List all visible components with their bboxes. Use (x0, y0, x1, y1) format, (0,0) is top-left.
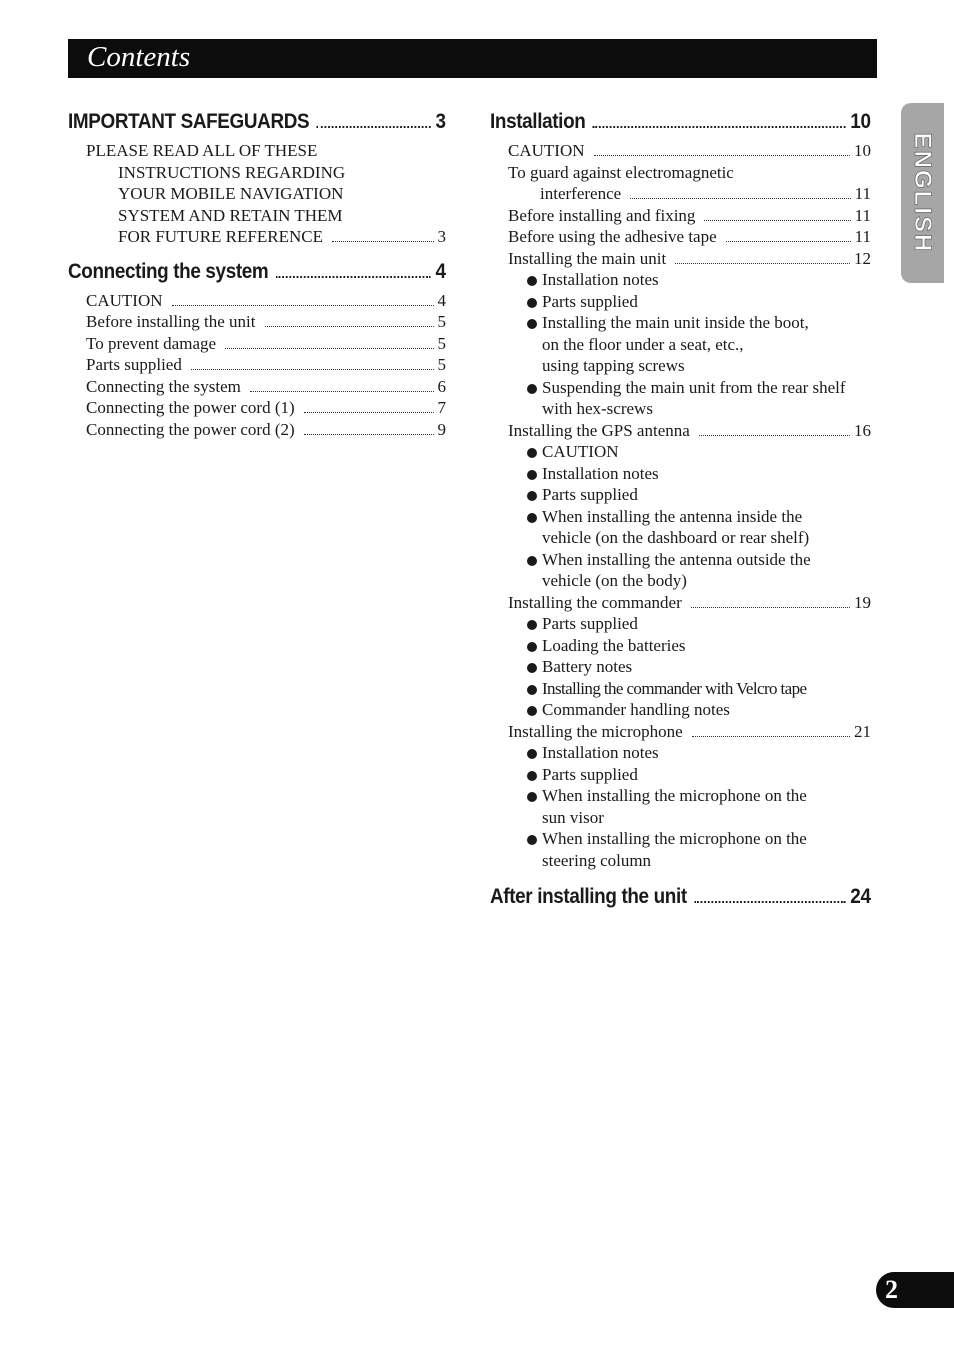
entry-label: Installing the main unit (508, 248, 667, 268)
bullet-text: CAUTION (542, 442, 619, 461)
toc-line: YOUR MOBILE NAVIGATION (118, 184, 344, 203)
dot-leader (304, 434, 434, 435)
entry-page: 9 (437, 419, 446, 439)
page-number: 2 (885, 1275, 898, 1304)
bullet-text: Commander handling notes (542, 700, 730, 719)
section-title: After installing the unit (490, 885, 687, 908)
toc-entry[interactable] (68, 333, 446, 355)
toc-bullet-item[interactable] (490, 549, 871, 592)
dot-leader (675, 263, 850, 264)
bullet-icon (527, 298, 537, 308)
toc-bullet-item[interactable] (490, 699, 871, 721)
entry-label: Connecting the power cord (2) (86, 419, 295, 439)
toc-section-connecting-system[interactable] (68, 260, 446, 290)
page-number-tab (876, 1272, 954, 1308)
dot-leader (691, 607, 850, 608)
toc-line: INSTRUCTIONS REGARDING (118, 162, 346, 182)
toc-entry[interactable] (68, 290, 446, 312)
bullet-text-cont: vehicle (on the dashboard or rear shelf) (542, 528, 810, 547)
section-title: Connecting the system (68, 259, 269, 283)
toc-bullet-item[interactable] (490, 764, 871, 786)
dot-leader (250, 391, 434, 392)
toc-bullet-item[interactable] (490, 742, 871, 764)
dot-leader (191, 369, 434, 370)
section-page: 4 (435, 259, 446, 283)
entry-page: 12 (854, 248, 871, 268)
entry-label: Installing the microphone (508, 721, 683, 741)
bullet-text: Installation notes (542, 270, 659, 289)
toc-bullet-item[interactable] (490, 828, 871, 871)
toc-entry[interactable] (68, 226, 446, 248)
entry-label: interference (540, 184, 622, 203)
entry-label: FOR FUTURE REFERENCE (118, 227, 323, 246)
dot-leader (172, 305, 434, 306)
bullet-text-cont: using tapping screws (542, 356, 685, 375)
dot-leader (694, 901, 846, 903)
section-page: 10 (850, 110, 871, 133)
entry-label: Connecting the power cord (1) (86, 398, 295, 417)
bullet-text: Parts supplied (542, 485, 638, 504)
bullet-text: Battery notes (542, 657, 633, 676)
entry-label: Parts supplied (86, 355, 182, 374)
bullet-text-cont: vehicle (on the body) (542, 571, 687, 590)
bullet-icon (527, 276, 537, 286)
dot-leader (630, 198, 850, 199)
toc-bullet-item[interactable] (490, 785, 871, 828)
dot-leader (276, 276, 431, 278)
toc-bullet-item[interactable] (490, 484, 871, 506)
bullet-icon (527, 513, 537, 523)
toc-entry[interactable] (490, 226, 871, 248)
bullet-icon (527, 749, 537, 759)
dot-leader (265, 326, 434, 327)
toc-entry[interactable] (68, 376, 446, 398)
entry-page: 21 (854, 721, 871, 741)
toc-bullet-item[interactable] (490, 678, 871, 700)
entry-label: CAUTION (508, 141, 585, 160)
dot-leader (332, 241, 434, 242)
toc-bullet-item[interactable] (490, 463, 871, 485)
language-tab (901, 103, 944, 283)
bullet-icon (527, 470, 537, 480)
bullet-icon (527, 771, 537, 781)
toc-bullet-item[interactable] (490, 291, 871, 313)
toc-bullet-item[interactable] (490, 506, 871, 549)
bullet-icon (527, 642, 537, 652)
entry-label: Installing the GPS antenna (508, 420, 690, 440)
bullet-text: Installing the main unit inside the boot, (542, 313, 809, 332)
toc-left-column (68, 110, 446, 440)
toc-entry[interactable] (490, 205, 871, 227)
toc-bullet-item[interactable] (490, 269, 871, 291)
dot-leader (316, 126, 430, 128)
bullet-icon (527, 448, 537, 458)
toc-bullet-item[interactable] (490, 377, 871, 420)
entry-label: To prevent damage (86, 333, 217, 353)
bullet-icon (527, 835, 537, 845)
toc-line: PLEASE READ ALL OF THESE (86, 141, 318, 160)
bullet-text-cont: with hex-screws (542, 399, 653, 418)
toc-entry[interactable] (68, 354, 446, 376)
bullet-icon (527, 319, 537, 329)
bullet-text: Installing the commander with Velcro tape (542, 678, 807, 698)
bullet-text-cont: sun visor (542, 807, 604, 827)
dot-leader (726, 241, 851, 242)
bullet-icon (527, 384, 537, 394)
dot-leader (699, 435, 850, 436)
toc-entry[interactable] (68, 311, 446, 333)
toc-section-important-safeguards[interactable] (68, 110, 446, 140)
toc-entry[interactable] (68, 397, 446, 419)
entry-page: 10 (854, 141, 871, 160)
bullet-icon (527, 491, 537, 501)
bullet-icon (527, 685, 537, 695)
bullet-icon (527, 556, 537, 566)
dot-leader (593, 126, 846, 128)
toc-entry[interactable] (490, 140, 871, 162)
bullet-icon (527, 663, 537, 673)
bullet-icon (527, 620, 537, 630)
contents-title-bar (68, 39, 877, 78)
entry-label: Before installing the unit (86, 312, 256, 331)
section-page: 3 (435, 110, 446, 133)
toc-entry[interactable] (490, 248, 871, 270)
entry-page: 11 (854, 205, 871, 225)
bullet-text: When installing the microphone on the (542, 829, 807, 848)
section-page: 24 (850, 885, 871, 908)
toc-bullet-item[interactable] (490, 312, 871, 377)
entry-page: 5 (437, 312, 446, 331)
bullet-icon (527, 706, 537, 716)
toc-entry[interactable] (490, 183, 871, 205)
dot-leader (692, 736, 850, 737)
bullet-text-cont: on the floor under a seat, etc., (542, 334, 744, 354)
entry-page: 11 (854, 184, 871, 203)
toc-bullet-item[interactable] (490, 613, 871, 635)
bullet-text: Parts supplied (542, 764, 638, 784)
toc-entry[interactable] (490, 592, 871, 614)
bullet-text: Installation notes (542, 463, 659, 483)
entry-page: 7 (437, 398, 446, 417)
toc-line: SYSTEM AND RETAIN THEM (118, 205, 343, 225)
entry-page: 19 (854, 592, 871, 612)
dot-leader (594, 155, 851, 156)
section-title: Installation (490, 110, 586, 133)
bullet-text: When installing the antenna inside the (542, 506, 803, 526)
entry-label: CAUTION (86, 290, 163, 310)
entry-page: 5 (437, 355, 446, 374)
entry-page: 4 (437, 290, 446, 310)
bullet-text: Parts supplied (542, 291, 638, 311)
entry-label: Installing the commander (508, 592, 682, 612)
toc-line: To guard against electromagnetic (508, 162, 734, 182)
bullet-text: Parts supplied (542, 614, 638, 633)
toc-bullet-item[interactable] (490, 441, 871, 463)
dot-leader (304, 412, 434, 413)
dot-leader (225, 348, 433, 349)
page-title: Contents (87, 41, 191, 73)
bullet-text-cont: steering column (542, 850, 652, 870)
entry-page: 6 (437, 376, 446, 396)
toc-entry[interactable] (490, 721, 871, 743)
bullet-icon (527, 792, 537, 802)
bullet-text: Suspending the main unit from the rear shelf (542, 377, 846, 397)
section-title: IMPORTANT SAFEGUARDS (68, 110, 310, 133)
bullet-text: When installing the antenna outside the (542, 549, 811, 569)
toc-right-column (490, 110, 871, 915)
entry-page: 16 (854, 420, 871, 440)
bullet-text: Loading the batteries (542, 635, 686, 655)
language-tab-label: ENGLISH (909, 132, 937, 254)
entry-page: 5 (437, 333, 446, 353)
entry-label: Before using the adhesive tape (508, 227, 717, 246)
entry-label: Connecting the system (86, 376, 241, 396)
toc-entry[interactable] (490, 420, 871, 442)
toc-section-installation[interactable] (490, 110, 871, 140)
dot-leader (704, 220, 850, 221)
bullet-text: When installing the microphone on the (542, 786, 807, 805)
bullet-text: Installation notes (542, 743, 659, 762)
entry-page: 3 (437, 227, 446, 246)
toc-bullet-item[interactable] (490, 635, 871, 657)
toc-section-after-installing[interactable] (490, 885, 871, 915)
entry-label: Before installing and fixing (508, 205, 696, 225)
entry-page: 11 (854, 227, 871, 246)
toc-entry[interactable] (68, 419, 446, 441)
toc-bullet-item[interactable] (490, 656, 871, 678)
